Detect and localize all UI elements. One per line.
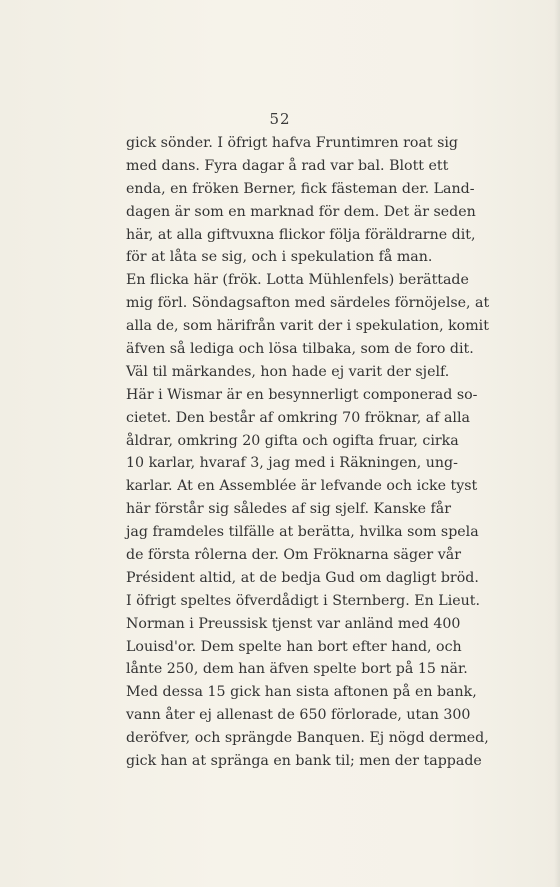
text-line: vann åter ej allenast de 650 förlorade, utan 300 <box>126 707 471 724</box>
text-line: deröfver, och sprängde Banquen. Ej nögd dermed, <box>126 730 489 747</box>
text-line: alla de, som härifrån varit der i spekulation, komit <box>126 318 489 335</box>
text-line: jag framdeles tilfälle at berätta, hvilka som spela <box>126 524 479 541</box>
body-text <box>126 132 490 773</box>
text-line: 10 karlar, hvaraf 3, jag med i Räkningen, ung- <box>126 455 458 472</box>
text-line: för at låta se sig, och i spekulation få man. <box>126 249 433 266</box>
text-line: åldrar, omkring 20 gifta och ogifta fruar, cirka <box>126 432 459 449</box>
text-line: lånte 250, dem han äfven spelte bort på 15 när. <box>126 661 468 678</box>
text-line: Louisd'or. Dem spelte han bort efter hand, och <box>126 638 462 655</box>
text-line: I öfrigt speltes öfverdådigt i Sternberg. En Lieut. <box>126 592 480 609</box>
text-line: här förstår sig således af sig sjelf. Kanske får <box>126 501 452 518</box>
text-line: gick sönder. I öfrigt hafva Fruntimren roat sig <box>126 135 459 151</box>
text-line: äfven så lediga och lösa tilbaka, som de foro dit. <box>126 341 474 358</box>
page-edge-shadow <box>554 0 560 887</box>
page-number: 52 <box>269 110 291 128</box>
text-line: med dans. Fyra dagar å rad var bal. Blott ett <box>126 157 449 174</box>
text-line: här, at alla giftvuxna flickor följa föräldrarne dit, <box>126 226 476 243</box>
text-line: mig förl. Söndagsafton med särdeles förnöjelse, at <box>126 295 490 312</box>
text-line: Président altid, at de bedja Gud om dagligt bröd. <box>126 569 479 586</box>
text-line: Norman i Preussisk tjenst var anländ med 400 <box>126 615 461 632</box>
text-line: En flicka här (frök. Lotta Mühlenfels) berättade <box>126 272 469 289</box>
text-line: Väl til märkandes, hon hade ej varit der sjelf. <box>126 363 450 380</box>
text-line: dagen är som en marknad för dem. Det är seden <box>126 203 476 220</box>
text-line: enda, en fröken Berner, fick fästeman der. Land- <box>126 180 475 197</box>
text-line: Med dessa 15 gick han sista aftonen på en bank, <box>126 684 477 701</box>
text-line: de första rôlerna der. Om Fröknarna säger vår <box>126 547 461 564</box>
text-line: Här i Wismar är en besynnerligt componerad so- <box>126 386 478 403</box>
text-line: gick han at spränga en bank til; men der tappade <box>126 753 482 770</box>
text-line: karlar. At en Assemblée är lefvande och icke tyst <box>126 478 478 495</box>
text-line: cietet. Den består af omkring 70 fröknar, af alla <box>126 409 470 426</box>
